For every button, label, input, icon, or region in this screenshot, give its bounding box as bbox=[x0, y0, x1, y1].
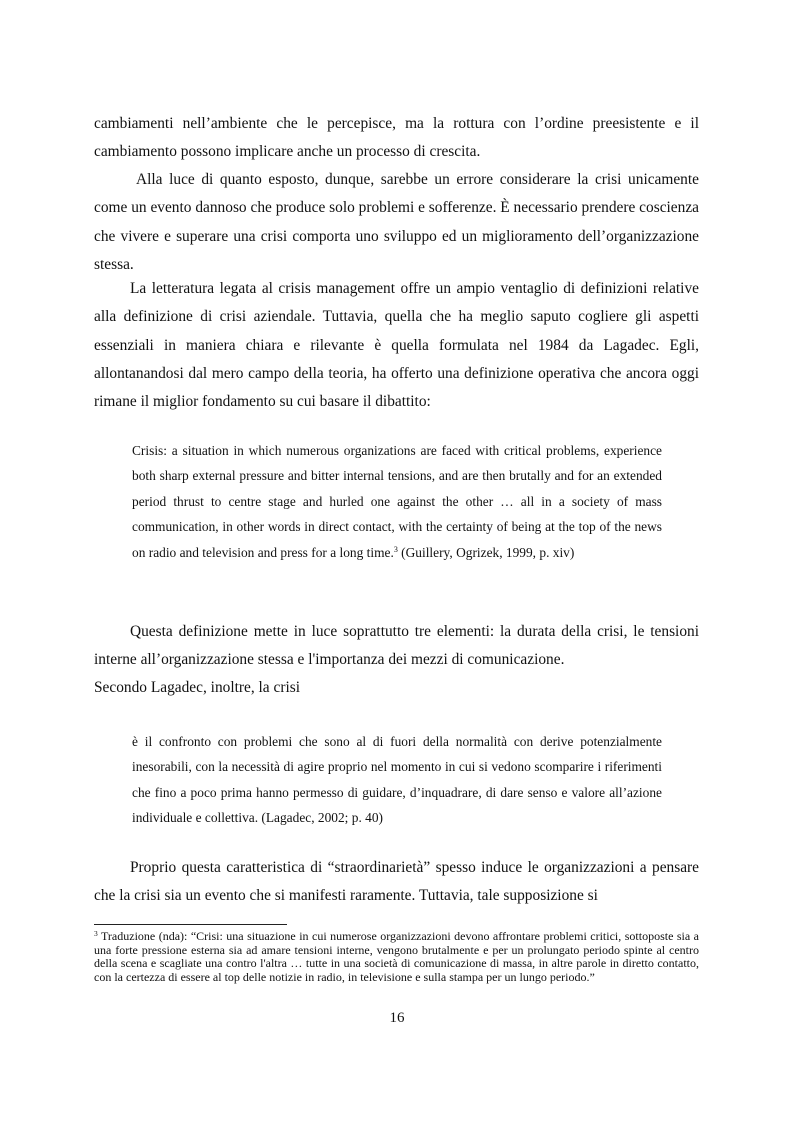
footnote-text: Traduzione (nda): “Crisi: una situazione in cui numerose organizzazioni devono affrontare problemi critici, sottoposte sia a una forte pressione esterna sia ad amare tensioni interne, vengono brutalmente e per un prolungato periodo spinte al centro della scena e scagliate una contro l'altra … tutte in una società di comunicazione di massa, in altre parole in diretto contatto, con la certezza di essere al top delle notizie in radio, in televisione e sulla stampa per un lungo periodo.” bbox=[94, 929, 699, 984]
footnote-separator bbox=[94, 924, 287, 925]
footnote-mark: 3 bbox=[94, 929, 98, 938]
footnote bbox=[94, 930, 699, 984]
block-quote-crisis-definition bbox=[132, 438, 662, 565]
paragraph-3: La letteratura legata al crisis management offre un ampio ventaglio di definizioni relative alla definizione di crisi aziendale. Tuttavia, quella che ha meglio saputo cogliere gli aspetti essenziali in maniera chiara e rilevante è quella formulata nel 1984 da Lagadec. Egli, allontanandosi dal mero campo della teoria, ha offerto una definizione operativa che ancora oggi rimane il miglior fondamento su cui basare il dibattito: bbox=[94, 280, 699, 411]
paragraph-6: Proprio questa caratteristica di “straordinarietà” spesso induce le organizzazioni a pensare che la crisi sia un evento che si manifesti raramente. Tuttavia, tale supposizione si bbox=[94, 859, 699, 905]
paragraph-2: Alla luce di quanto esposto, dunque, sarebbe un errore considerare la crisi unicamente come un evento dannoso che produce solo problemi e sofferenze. È necessario prendere coscienza che vivere e superare una crisi comporta uno sviluppo ed un miglioramento dell’organizzazione stessa. bbox=[94, 171, 699, 273]
paragraph-4: Questa definizione mette in luce soprattutto tre elementi: la durata della crisi, le tensioni interne all’organizzazione stessa e l'importanza dei mezzi di comunicazione. bbox=[94, 623, 699, 669]
block-quote-lagadec: è il confronto con problemi che sono al di fuori della normalità con derive potenzialmente inesorabili, con la necessità di agire proprio nel momento in cui si vedono scomparire i riferimenti che fino a poco prima hanno permesso di guidare, d’inquadrare, di dare senso e valore all’azione individuale e collettiva. (Lagadec, 2002; p. 40) bbox=[132, 734, 662, 826]
paragraph-1: cambiamenti nell’ambiente che le percepisce, ma la rottura con l’ordine preesistente e il cambiamento possono implicare anche un processo di crescita. bbox=[94, 115, 699, 161]
paragraph-5: Secondo Lagadec, inoltre, la crisi bbox=[94, 679, 300, 696]
quote-citation: (Guillery, Ogrizek, 1999, p. xiv) bbox=[401, 544, 575, 560]
footnote-reference: 3 bbox=[393, 544, 398, 554]
page-number: 16 bbox=[389, 1010, 405, 1026]
quote-text: Crisis: a situation in which numerous organizations are faced with critical problems, experience both sharp external pressure and bitter internal tensions, and are then brutally and for an extended period thrust to centre stage and hurled one against the other … all in a society of mass communication, in other words in direct contact, with the certainty of being at the top of the news on radio and television and press for a long time. bbox=[132, 443, 662, 560]
